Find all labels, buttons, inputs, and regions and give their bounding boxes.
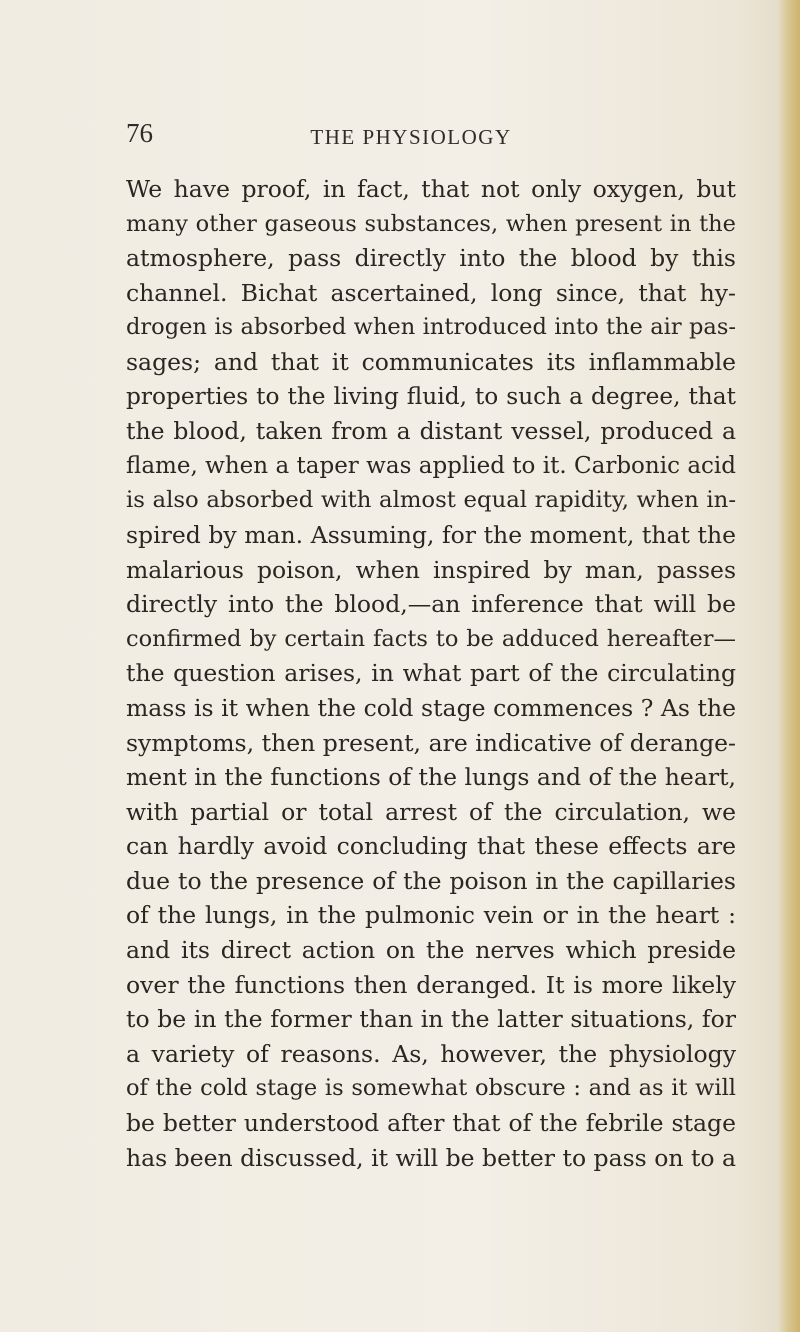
text-line: of the lungs, in the pulmonic vein or in the heart : bbox=[126, 901, 736, 930]
text-line: with partial or total arrest of the circulation, we bbox=[126, 797, 736, 826]
text-line: We have proof, in fact, that not only oxygen, but bbox=[126, 175, 736, 203]
text-line: the blood, taken from a distant vessel, produced a bbox=[126, 417, 736, 446]
text-line: be better understood after that of the febrile stage bbox=[126, 1109, 736, 1138]
body-paragraph bbox=[126, 172, 736, 1175]
text-line: mass is it when the cold stage commences ? As the bbox=[126, 693, 736, 722]
text-line: sages; and that it communicates its inflammable bbox=[126, 347, 736, 376]
text-line: malarious poison, when inspired by man, passes bbox=[126, 555, 736, 584]
page-number: 76 bbox=[126, 118, 153, 148]
text-line: to be in the former than in the latter situations, for bbox=[126, 1005, 736, 1034]
text-line: drogen is absorbed when introduced into the air pas- bbox=[126, 314, 736, 341]
text-line: due to the presence of the poison in the capillaries bbox=[126, 866, 736, 895]
text-line: over the functions then deranged. It is more likely bbox=[126, 970, 736, 999]
text-line: the question arises, in what part of the circulating bbox=[126, 659, 736, 688]
page-edge-shadow bbox=[778, 0, 800, 1332]
text-line: spired by man. Assuming, for the moment, that the bbox=[126, 520, 736, 549]
text-line: flame, when a taper was applied to it. Carbonic acid bbox=[126, 452, 736, 479]
text-line: symptoms, then present, are indicative of derange- bbox=[126, 728, 736, 757]
text-line: of the cold stage is somewhat obscure : and as it will bbox=[126, 1075, 736, 1102]
text-line: atmosphere, pass directly into the blood by this bbox=[126, 244, 736, 273]
text-line: and its direct action on the nerves which preside bbox=[126, 936, 736, 965]
running-head: THE PHYSIOLOGY bbox=[310, 125, 512, 149]
text-line: channel. Bichat ascertained, long since, that hy- bbox=[126, 278, 736, 307]
text-line: many other gaseous substances, when present in the bbox=[126, 210, 736, 237]
text-line: is also absorbed with almost equal rapidity, when in- bbox=[126, 487, 736, 514]
text-line: directly into the blood,—an inference that will be bbox=[126, 590, 736, 619]
text-line: has been discussed, it will be better to pass on to a bbox=[126, 1143, 737, 1172]
text-line: properties to the living fluid, to such a degree, that bbox=[126, 382, 736, 410]
text-line: can hardly avoid concluding that these effects are bbox=[126, 832, 736, 861]
text-line: ment in the functions of the lungs and of the heart, bbox=[126, 763, 736, 792]
text-line: confirmed by certain facts to be adduced hereafter— bbox=[126, 625, 736, 652]
text-line: a variety of reasons. As, however, the physiology bbox=[126, 1039, 736, 1068]
